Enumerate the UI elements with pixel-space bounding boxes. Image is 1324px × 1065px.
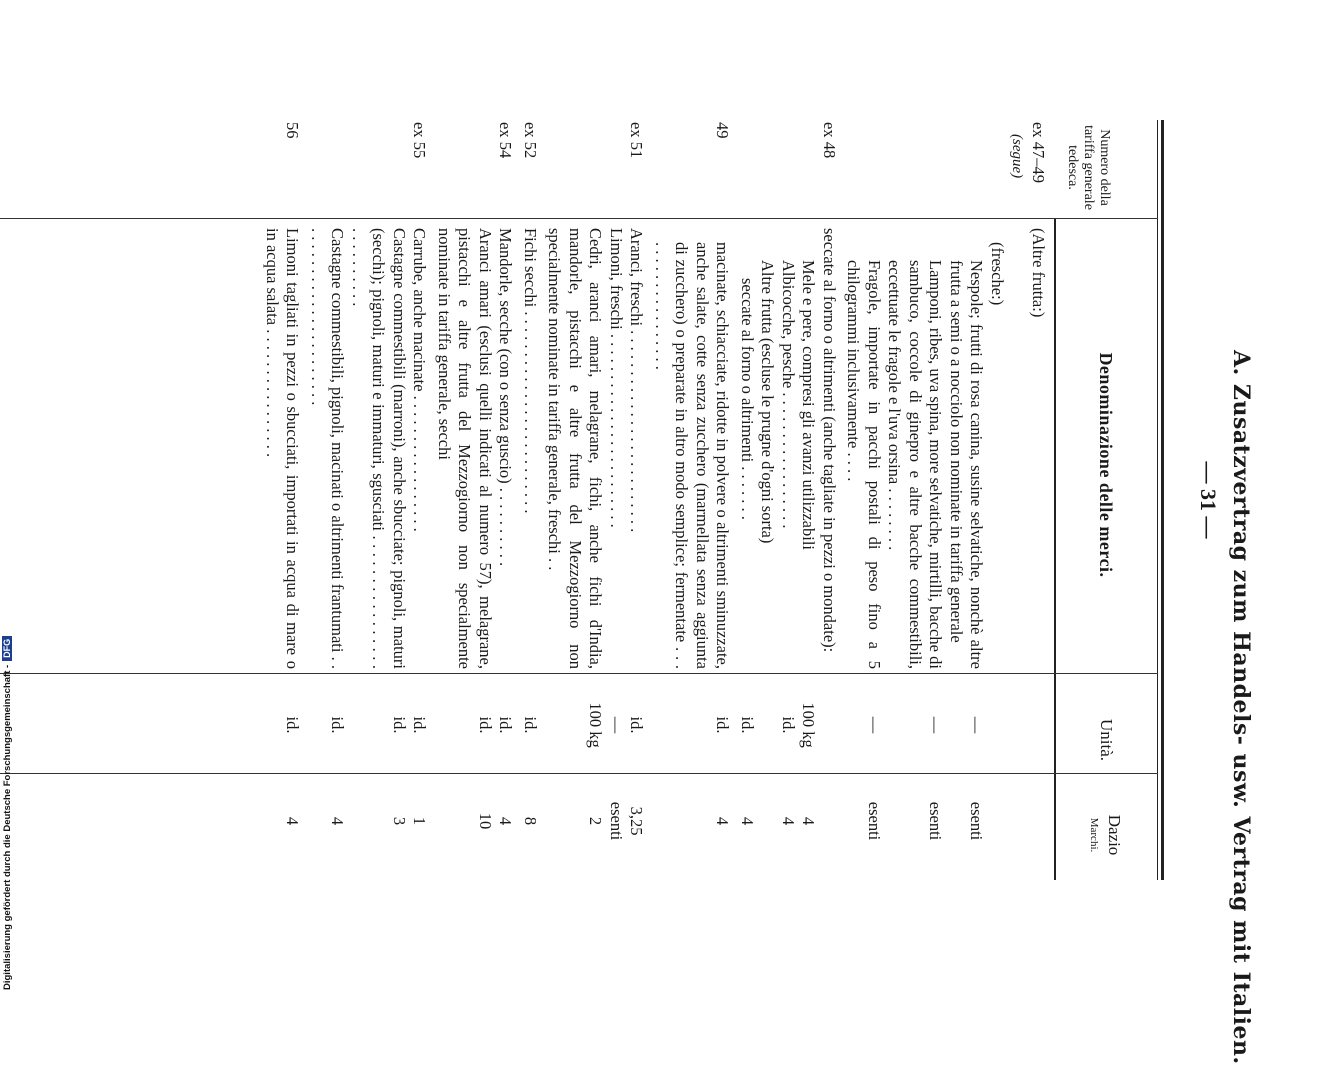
table-row [626, 120, 647, 880]
table-row [737, 120, 758, 880]
header-bottom-rule [1054, 218, 1056, 880]
table-row [651, 120, 733, 880]
tariff-number-cell [819, 120, 840, 220]
goods-description: (fresche:) [988, 242, 1007, 306]
tariff-number: 56 [283, 122, 303, 139]
duty-cell: esenti [607, 801, 626, 841]
goods-description: Limoni tagliati in pezzi o sbucciati, importati in acqua di mare o in acqua salata . . . . . . . . . . . . . . . . [263, 228, 303, 669]
duty-cell: 10 [476, 812, 495, 830]
tariff-number-cell [712, 120, 733, 220]
tariff-number-cell [520, 120, 541, 220]
duty-cell: 4 [496, 816, 516, 826]
goods-description: Albicocche, pesche . . . . . . . . . . . . . . . . . [779, 260, 798, 529]
unit-cell: 100 kg [586, 702, 606, 748]
header-unita: Unità. [1097, 718, 1116, 762]
unit-cell: id. [521, 716, 540, 734]
table-row [409, 120, 430, 880]
goods-description: Altre frutta (escluse le prugne d'ogni sorta) [758, 260, 778, 544]
duty-cell: 1 [410, 816, 430, 826]
duty-cell: 4 [799, 816, 819, 826]
page-number: — 31 — [1196, 461, 1221, 539]
duty-cell: 4 [738, 816, 757, 826]
header-dazio-unit: Marchi. [1088, 817, 1100, 853]
unit-cell: id. [496, 716, 516, 734]
unit-cell: — [865, 716, 884, 734]
tariff-number-note: (segue) [1009, 134, 1026, 179]
goods-description: macinate, schiacciate, ridotte in polvere o altrimenti sminuzzate, anche salate, cotte senza zucchero (marmellata senza aggiunta di zucchero) o preparate in altro modo semplice; fermentate . . . . . . . . . . . . . . . . . . . [652, 242, 733, 669]
unit-cell: id. [390, 716, 409, 734]
unit-cell: id. [713, 716, 733, 734]
goods-description: Castagne commestibili, pignoli, macinati o altrimenti frantumati . . . . . . . . . . . . . . . . . . . . . . . . [308, 228, 348, 669]
tariff-number: ex 47–49 [1029, 122, 1048, 183]
header-dazio: Dazio [1105, 814, 1124, 856]
goods-description: Lamponi, ribes, uva spina, more selvatiche, mirtilli, bacche di sambuco, coccole di ginepro e altre bacche commestibili, eccettuate le fragole e l'uva orsina . . . . . . . . [885, 260, 946, 669]
duty-cell: 4 [779, 816, 798, 826]
unit-cell: 100 kg [799, 702, 819, 748]
goods-description: Fragole, importate in pacchi postali di peso fino a 5 chilogrammi inclusivamente . . . . [844, 260, 884, 669]
table-row [778, 120, 799, 880]
goods-description: Limoni, freschi . . . . . . . . . . . . . . . . . . . . . . . . [607, 228, 626, 528]
unit-cell: id. [476, 716, 495, 734]
duty-cell: 4 [283, 816, 303, 826]
duty-cell: 3 [390, 816, 409, 826]
table-row [495, 120, 516, 880]
tariff-number: ex 52 [521, 122, 540, 159]
unit-cell: id. [410, 716, 430, 734]
unit-cell: id. [738, 716, 757, 734]
table-row [348, 120, 410, 880]
table-row [434, 120, 496, 880]
goods-description: Mele e pere, compresi gli avanzi utilizzabili [799, 260, 819, 551]
tariff-number-cell [409, 120, 430, 220]
tariff-number: 49 [713, 122, 733, 139]
duty-cell: esenti [926, 801, 946, 841]
unit-cell: id. [779, 716, 798, 734]
unit-cell: — [607, 716, 626, 734]
unit-cell: — [967, 716, 987, 734]
table-row [757, 120, 778, 880]
unit-cell: id. [283, 716, 303, 734]
tariff-number: ex 51 [627, 122, 647, 159]
table-row [987, 120, 1008, 880]
tariff-number: ex 54 [496, 122, 516, 159]
unit-cell: id. [328, 716, 348, 734]
duty-cell: 4 [328, 816, 348, 826]
duty-cell: 3,25 [627, 806, 647, 836]
table-row [606, 120, 627, 880]
goods-description: Aranci, freschi . . . . . . . . . . . . . . . . . . . . . . . . . [627, 228, 647, 533]
goods-description: Nespole; frutti di rosa canina, susine selvatiche, nonchè altre frutta a semi o a nocciolo non nominate in tariffa generale [947, 260, 987, 669]
goods-description: Mandorle, secche (con o senza guscio) . . . . . . . . . . [496, 228, 516, 567]
goods-description: Aranci amari (esclusi quelli indicati al numero 57), melagrane, pistacchi e altre frutta del Mezzogiorno non specialmente nominate in tariffa generale, secchi [435, 228, 495, 669]
table-row [307, 120, 348, 880]
table-row [946, 120, 987, 880]
tariff-number-cell [282, 120, 303, 220]
dfg-logo: DFG [2, 636, 12, 661]
table-row [544, 120, 606, 880]
footer-text: Digitalisierung gefördert durch die Deutsche Forschungsgemeinschaft - [2, 664, 13, 990]
table-row [262, 120, 303, 880]
page-header-title: A. Zusatzvertrag zum Handels- usw. Vertrag mit Italien. [1228, 350, 1254, 1065]
header-denominazione: Denominazione delle merci. [1096, 352, 1116, 578]
table-top-rule-thin [1157, 120, 1158, 880]
table-row [1007, 120, 1048, 880]
tariff-number: ex 48 [820, 122, 839, 159]
goods-description: Fichi secchi . . . . . . . . . . . . . . . . . . . . . . . . . [521, 228, 540, 514]
unit-cell: id. [627, 716, 647, 734]
tariff-number-cell [495, 120, 516, 220]
goods-description: (Altre frutta:) [1029, 228, 1048, 318]
duty-cell: 8 [521, 816, 540, 826]
tariff-number-cell [626, 120, 647, 220]
duty-cell: 4 [713, 816, 733, 826]
tariff-number-cell [1007, 120, 1048, 220]
table-row [520, 120, 541, 880]
goods-description: Castagne commestibili (marroni), anche sbucciate; pignoli, maturi (secchi); pignoli, maturi e immaturi, sgusciati . . . . . . . . . . . . . . . . . . . . . . . . . . [349, 228, 409, 669]
table-row [798, 120, 819, 880]
tariff-number: ex 55 [410, 122, 430, 159]
goods-description: Carrube, anche macinate . . . . . . . . . . . . . . . . . [410, 228, 430, 532]
goods-description: seccate al forno o altrimenti (anche tagliate in pezzi o mondate): [820, 228, 839, 653]
table-row [819, 120, 840, 880]
duty-cell: esenti [865, 801, 884, 841]
duty-cell: esenti [967, 801, 987, 841]
footer-credit [2, 636, 13, 990]
table-top-rule [1161, 120, 1164, 880]
tariff-table [0, 120, 1164, 880]
goods-description: Cedri, aranci amari, melagrane, fichi, anche fichi d'India, mandorle, pistacchi e altre frutta del Mezzogiorno non specialmente nominate in tariffa generale, freschi . . [545, 228, 606, 669]
duty-cell: 2 [586, 816, 606, 826]
unit-cell: — [926, 716, 946, 734]
table-row [884, 120, 946, 880]
header-numero: Numero della tariffa generale tedesca. [1065, 125, 1112, 210]
table-body [262, 120, 1049, 880]
goods-description: seccate al forno o altrimenti . . . . . . . [738, 278, 757, 520]
table-row [843, 120, 884, 880]
